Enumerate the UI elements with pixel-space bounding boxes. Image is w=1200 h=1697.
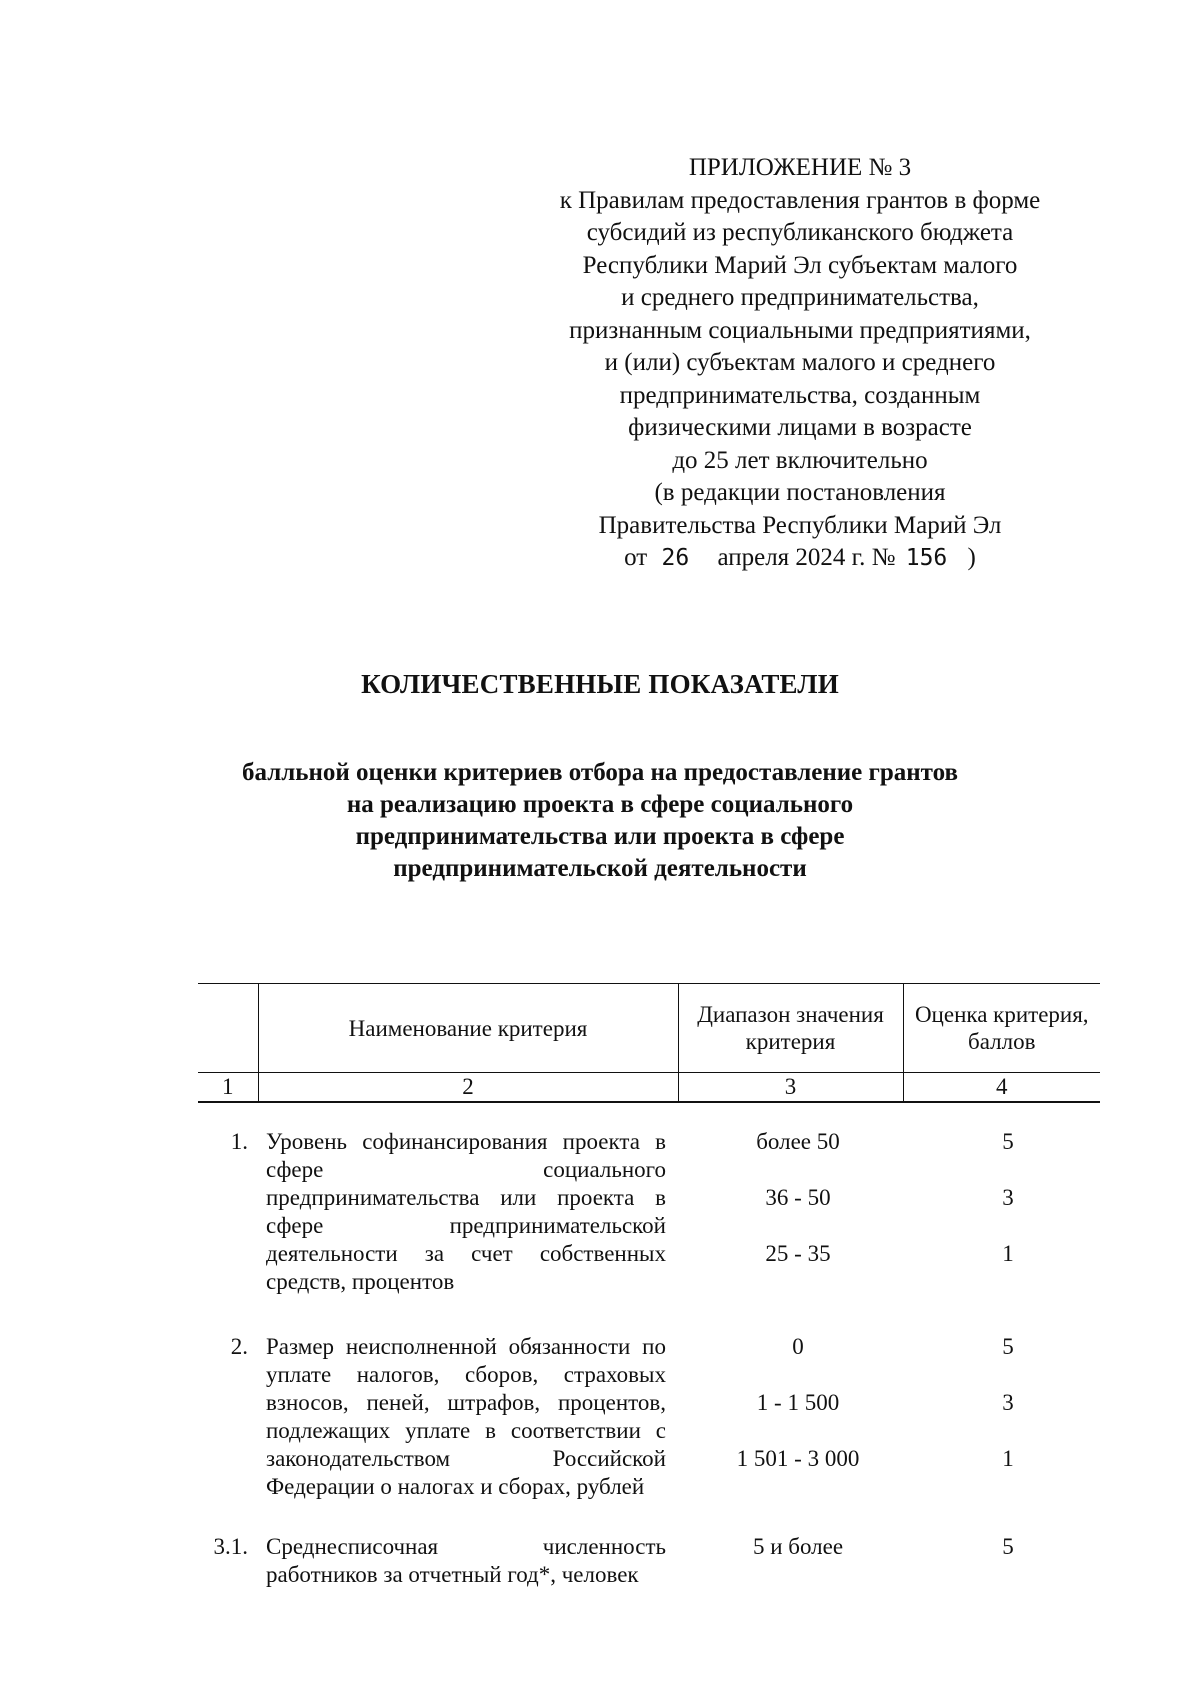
annex-heading: ПРИЛОЖЕНИЕ № 3 bbox=[688, 154, 912, 181]
date-day: 26 bbox=[661, 545, 690, 571]
criteria-table bbox=[198, 983, 1100, 1103]
column-number: 4 bbox=[903, 1073, 1100, 1103]
annex-line: и среднего предпринимательства, bbox=[621, 284, 979, 311]
document-subtitle bbox=[200, 757, 1000, 885]
row-range: 5 и более bbox=[752, 1534, 844, 1559]
annex-line: до 25 лет включительно bbox=[672, 446, 928, 474]
date-prefix: от bbox=[624, 544, 648, 571]
annex-date-line bbox=[520, 542, 1080, 575]
criteria-table-header bbox=[198, 983, 1100, 1103]
subtitle-line: предпринимательской деятельности bbox=[393, 855, 807, 882]
row-score: 5 bbox=[1002, 1129, 1014, 1154]
header-name: Наименование критерия bbox=[258, 984, 678, 1073]
criteria-rows bbox=[198, 1128, 1100, 1603]
row-number: 3.1. bbox=[213, 1534, 248, 1559]
subtitle-line: на реализацию проекта в сфере социального bbox=[346, 791, 854, 818]
column-number: 3 bbox=[678, 1073, 903, 1103]
annex-line: субсидий из республиканского бюджета bbox=[586, 219, 1014, 246]
annex-line: предпринимательства, созданным bbox=[619, 381, 981, 409]
table-row bbox=[198, 1333, 1100, 1533]
row-number: 1. bbox=[230, 1129, 248, 1154]
row-score: 5 bbox=[1002, 1334, 1014, 1359]
column-number: 2 bbox=[258, 1073, 678, 1103]
document-title: КОЛИЧЕСТВЕННЫЕ ПОКАЗАТЕЛИ bbox=[361, 669, 839, 699]
row-score: 5 bbox=[1002, 1534, 1014, 1559]
date-number: 156 bbox=[905, 545, 948, 571]
row-range: 36 - 50 bbox=[765, 1185, 831, 1210]
date-middle: апреля 2024 г. № bbox=[717, 544, 896, 571]
annex-line: признанным социальными предприятиями, bbox=[569, 316, 1031, 344]
header-range: Диапазон значения критерия bbox=[678, 984, 903, 1073]
annex-line: физическими лицами в возрасте bbox=[628, 414, 972, 441]
table-row bbox=[198, 1533, 1100, 1603]
annex-line: Республики Марий Эл субъектам малого bbox=[582, 251, 1018, 279]
header-score: Оценка критерия, баллов bbox=[903, 984, 1100, 1073]
annex-line: (в редакции постановления bbox=[654, 479, 946, 506]
row-range: 1 501 - 3 000 bbox=[736, 1446, 860, 1471]
table-row bbox=[198, 1128, 1100, 1333]
row-range: 0 bbox=[792, 1334, 804, 1359]
date-suffix: ) bbox=[967, 544, 976, 571]
annex-block bbox=[520, 152, 1080, 575]
row-number: 2. bbox=[230, 1334, 248, 1359]
subtitle-line: предпринимательства или проекта в сфере bbox=[355, 823, 845, 850]
subtitle-line: балльной оценки критериев отбора на предоставление грантов bbox=[241, 759, 959, 786]
row-criterion-name: Среднесписочная численность работников за отчетный год*, человек bbox=[266, 1534, 666, 1587]
annex-line: Правительства Республики Марий Эл bbox=[598, 511, 1002, 539]
header-num bbox=[198, 984, 258, 1073]
annex-line: и (или) субъектам малого и среднего bbox=[604, 349, 996, 376]
row-score: 1 bbox=[1002, 1446, 1014, 1471]
row-score: 1 bbox=[1002, 1241, 1014, 1266]
row-score: 3 bbox=[1002, 1390, 1014, 1415]
row-range: 1 - 1 500 bbox=[756, 1390, 840, 1415]
column-number-row bbox=[198, 1073, 1100, 1103]
column-number: 1 bbox=[198, 1073, 258, 1103]
row-range: 25 - 35 bbox=[765, 1241, 831, 1266]
row-range: более 50 bbox=[756, 1129, 840, 1154]
annex-line: к Правилам предоставления грантов в форме bbox=[559, 186, 1041, 214]
row-criterion-name: Размер неисполненной обязанности по уплате налогов, сборов, страховых взносов, пеней, штрафов, процентов, подлежащих уплате в соответствии с законодательством Российской Федерации о налогах и сборах, рублей bbox=[266, 1334, 666, 1499]
header-row bbox=[198, 984, 1100, 1073]
row-criterion-name: Уровень софинансирования проекта в сфере социального предпринимательства или проекта в сфере предпринимательской деятельности за счет собственных средств, процентов bbox=[266, 1129, 666, 1294]
row-score: 3 bbox=[1002, 1185, 1014, 1210]
